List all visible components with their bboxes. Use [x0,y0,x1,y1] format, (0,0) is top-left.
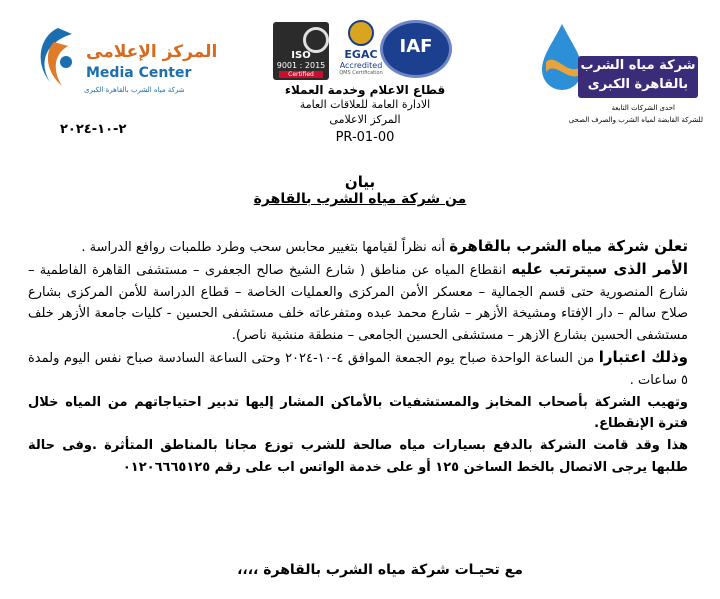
egac-emblem-icon [348,20,374,46]
paragraph-2-lead: الأمر الذى سيترتب عليه [511,259,688,278]
page-subtitle [200,191,520,207]
media-center-department: المركز الاعلامى [329,113,401,126]
page-title: بيان [344,173,376,191]
paragraph-1 [28,236,688,259]
check-icon [303,27,329,53]
iso-certified-label: Certified [279,71,323,78]
iaf-badge [380,20,452,78]
iaf-label: IAF [399,36,433,57]
paragraph-1-lead: تعلن شركة مياه الشرب بالقاهرة [449,237,688,255]
paragraph-5: هذا وقد قامت الشركة بالدفع بسيارات مياه صالحة للشرب توزع مجانا بالمناطق المتأثرة .وفى حالة طلبها يرجى الاتصال بالخط الساخن ١٢٥ أو على خدمة الواتس اب على رقم ٠١٢٠٦٦٦٥١٢٥ [28,438,688,475]
paragraph-3 [28,347,688,392]
closing-greeting: مع تحيـات شركة مياه الشرب بالقاهرة ،،،، [237,562,523,578]
iso-number: 9001 : 2015 [276,61,326,70]
paragraph-1-text: أنه نظراً لقيامها بتغيير محابس سحب وطرد طلمبات روافع الدراسة . [81,240,450,255]
company-name-line1: شركة مياه الشرب [580,58,696,73]
company-affiliation-1: احدى الشركات التابعة [611,104,675,112]
media-center-emblem-icon [28,22,88,97]
document-date: ٢-١٠-٢٠٢٤ [60,122,127,137]
paragraph-4: وتهيب الشركة بأصحاب المخابز والمستشفيات بالأماكن المشار إليها تدبير احتياجاتهم من المياه خلال فترة الإنقطاع. [28,394,688,432]
iso-title: ISO [291,50,311,61]
sector-name: قطاع الاعلام وخدمة العملاء [284,83,446,97]
company-logo [528,22,703,132]
paragraph-2 [28,259,688,347]
egac-subtitle: QMS Certification [339,70,383,76]
iso-certification-badge [273,22,329,80]
media-center-name-ar: المركز الإعلامى [86,42,218,62]
statement-body [28,236,688,479]
media-center-logo [28,22,218,102]
paragraph-2-text: انقطاع المياه عن مناطق ( شارع الشيخ صالح الجعفرى – مستشفى القاهرة الفاطمية – شارع المنصورية حتى قسم الجمالية – معسكر الأمن المركزى والعمليات الخاصة – قطاع الدراسة للأمن المركزى بشارع صلاح سالم – دار الإفتاء ومشيخة الأزهر – شارع محمد عبده ومتفرعاته خلف مستشفى الحسين - كليات جامعة الأزهر خلف مستشفى الحسين بشارع الازهر – مستشفى الحسين الجامعى – منطقة منشية ناصر). [28,262,688,344]
document-code: PR-01-00 [335,130,395,145]
company-affiliation-2: للشركة القابضة لمياه الشرب والصرف الصحى [568,116,703,124]
paragraph-3-lead: وذلك اعتبارا [598,347,688,366]
company-name-line2: بالقاهرة الكبرى [587,77,689,92]
media-center-subtitle: شركة مياه الشرب بالقاهرة الكبرى [84,86,185,94]
egac-title: EGAC [344,48,378,61]
media-center-name-en: Media Center [86,65,192,81]
company-name-box [578,56,698,98]
page-subtitle-text: من شركة مياه الشرب بالقاهرة [253,191,467,207]
paragraph-3-text: من الساعة الواحدة صباح يوم الجمعة الموافق ٤-١٠-٢٠٢٤ وحتى الساعة السادسة صباح نفس اليوم ولمدة ٥ ساعات . [28,350,688,388]
general-department: الادارة العامة للعلاقات العامة [299,98,431,111]
egac-accredited: Accredited [339,61,383,70]
